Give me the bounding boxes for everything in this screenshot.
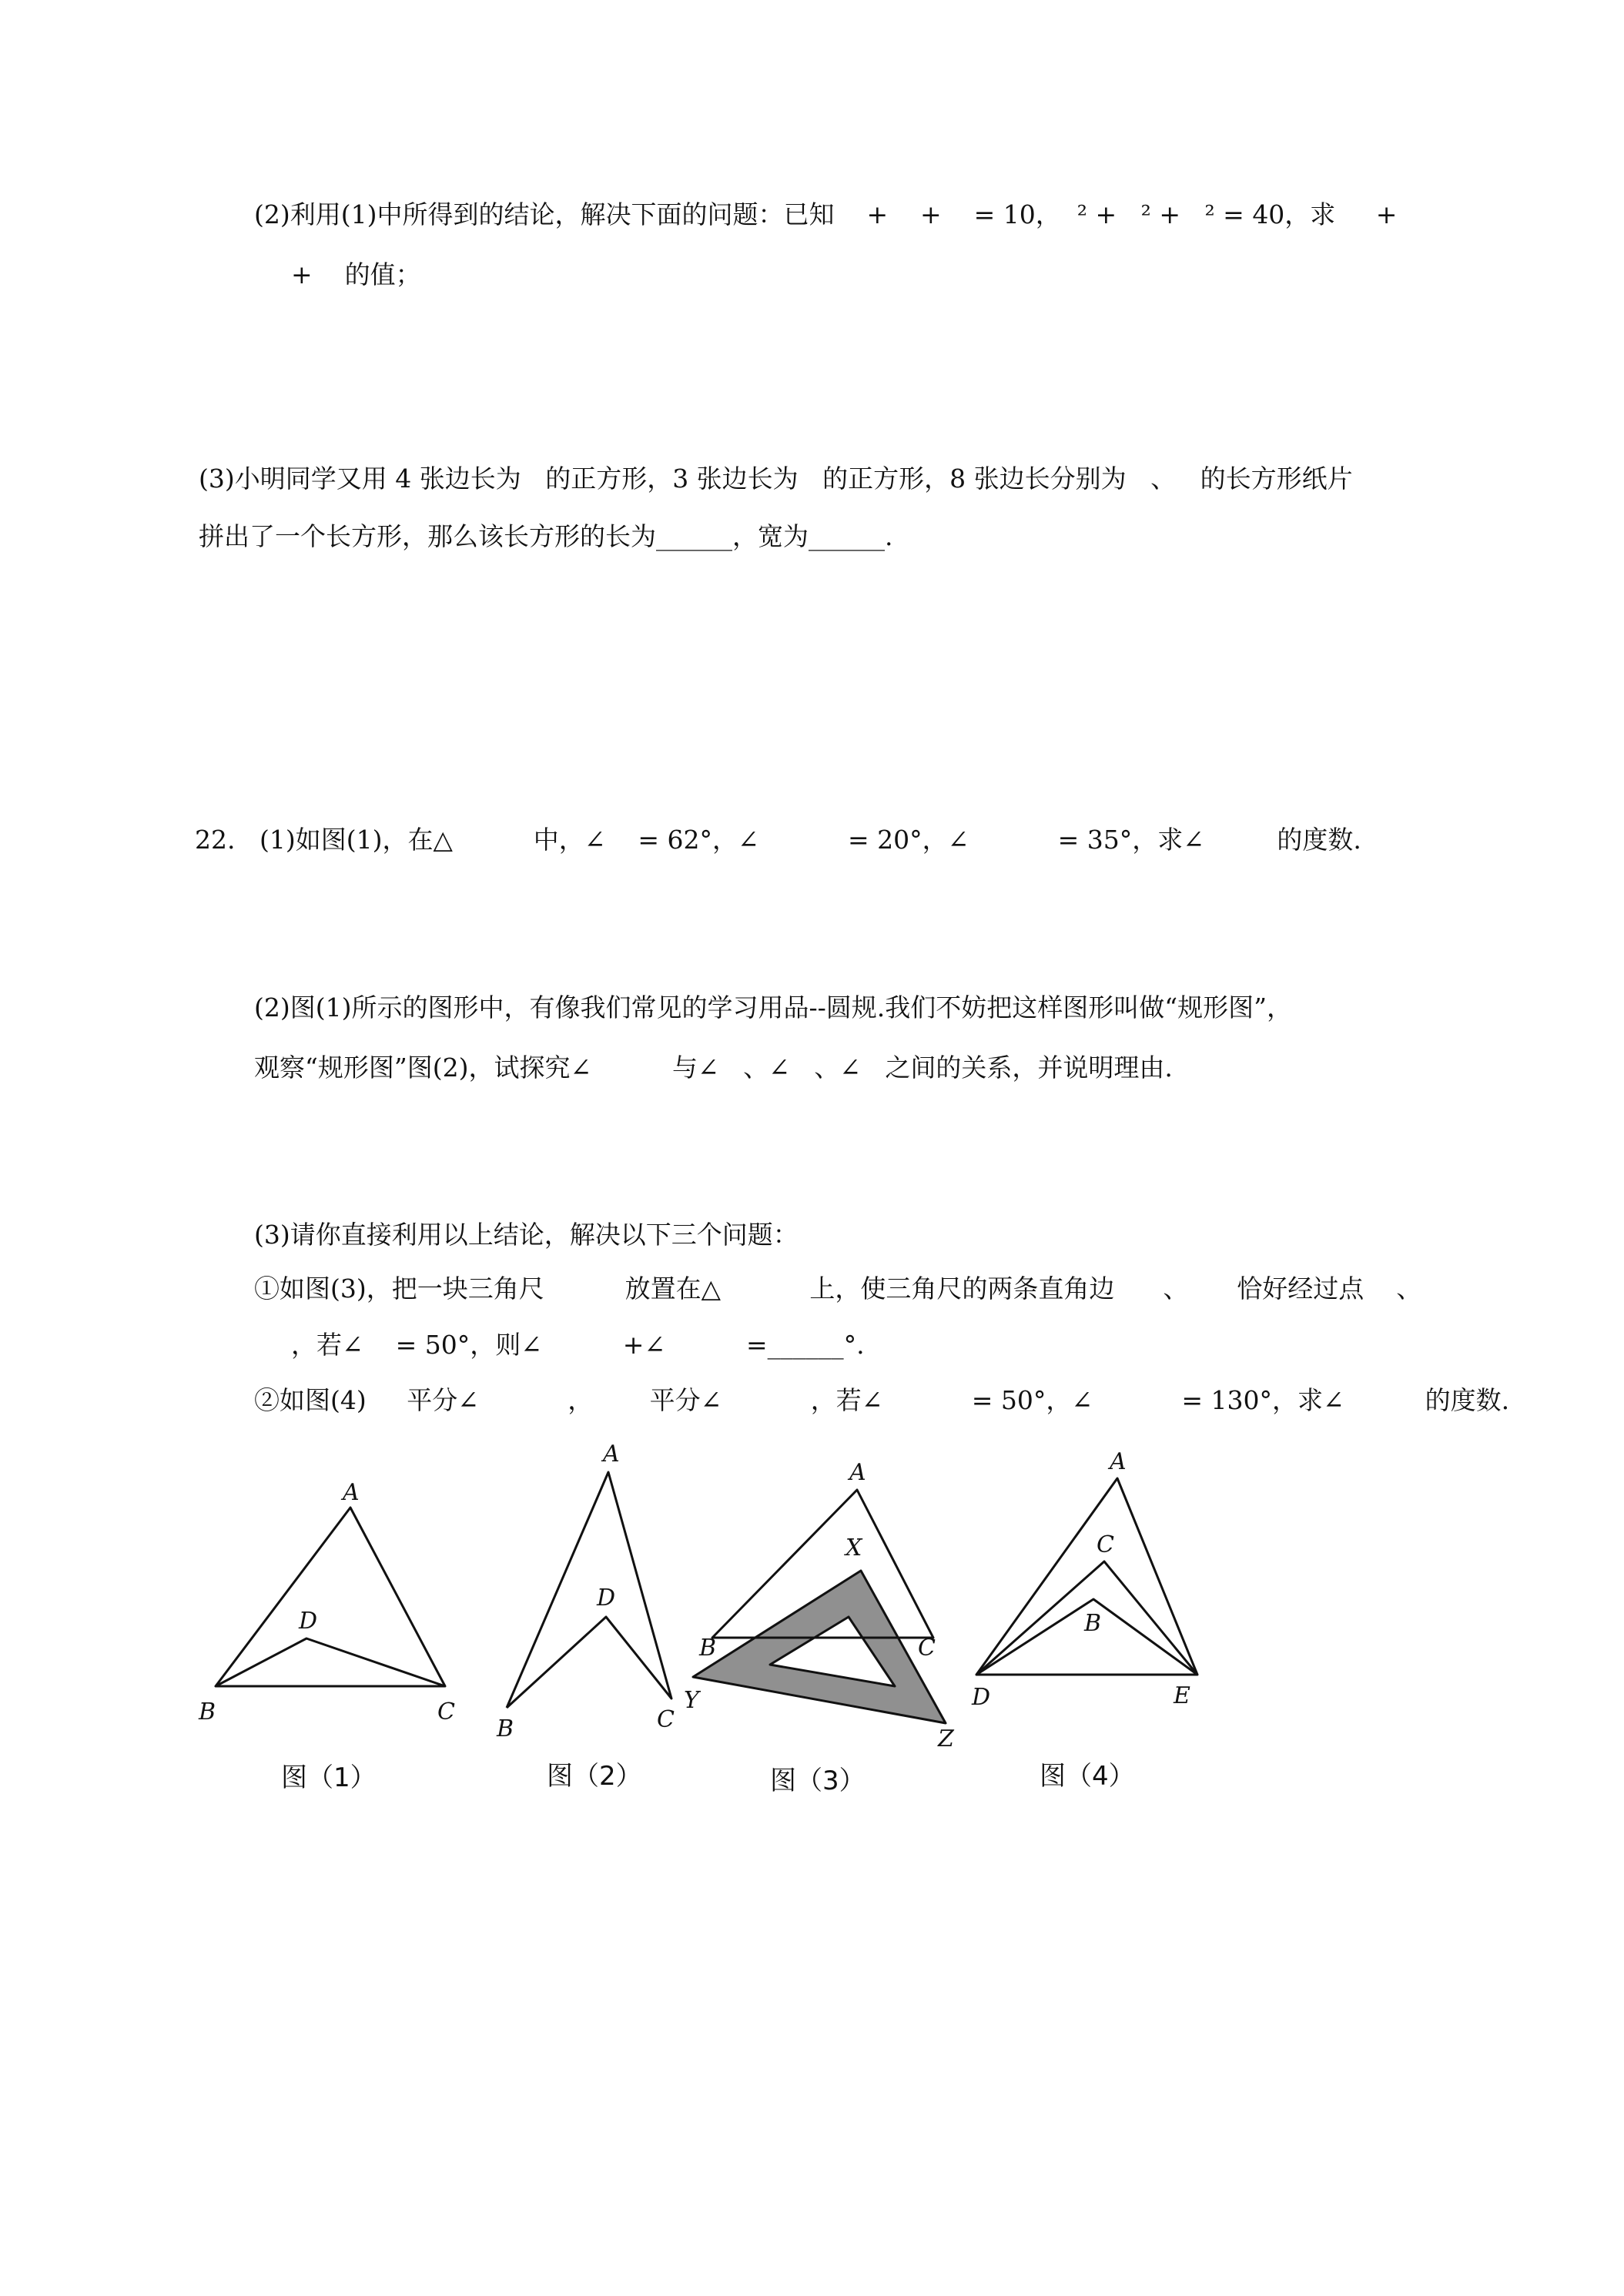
fig3-label-b: B <box>699 1635 717 1662</box>
fig4-label-d: D <box>972 1684 991 1711</box>
fig3-label-a: A <box>849 1459 866 1486</box>
fig3-label-z: Z <box>938 1725 954 1752</box>
fig1-label-c: C <box>437 1699 455 1725</box>
fig2-label-d: D <box>597 1585 616 1612</box>
q21-part3-line2: 拼出了一个长方形，那么该长方形的长为______，宽为______. <box>199 521 893 551</box>
fig4-label-a: A <box>1110 1448 1127 1475</box>
fig1-label-d: D <box>299 1608 318 1635</box>
q22-part1: 22. (1)如图(1)，在△ 中，∠ = 62°，∠ = 20°，∠ = 35°，求∠ 的度数. <box>195 825 1361 855</box>
fig4-caption: 图（4） <box>1040 1761 1135 1792</box>
q22-part2-line1: (2)图(1)所示的图形中，有像我们常见的学习用品--圆规.我们不妨把这样图形叫做“规形图”， <box>254 992 1293 1022</box>
fig4-label-c: C <box>1097 1531 1114 1558</box>
q22-part2-line2: 观察“规形图”图(2)，试探究∠ 与∠ 、∠ 、∠ 之间的关系，并说明理由. <box>254 1053 1173 1083</box>
figure-1-diagram <box>216 1508 445 1686</box>
figure-3-diagram <box>693 1490 946 1723</box>
fig1-label-a: A <box>343 1479 360 1506</box>
fig3-label-x: X <box>845 1535 862 1561</box>
q22-part3-question1-line1: ①如图(3)，把一块三角尺 放置在△ 上，使三角尺的两条直角边 、 恰好经过点 、 <box>254 1274 1422 1304</box>
q22-part3-question1-line2: ，若∠ = 50°，则∠ +∠ =______°. <box>291 1330 865 1360</box>
q22-part3-question2: ②如图(4) 平分∠ ， 平分∠ ，若∠ = 50°，∠ = 130°，求∠ 的度数. <box>254 1385 1510 1415</box>
fig3-label-y: Y <box>684 1687 699 1714</box>
q21-part2-line2: + 的值； <box>291 259 421 290</box>
fig4-label-b: B <box>1084 1610 1102 1637</box>
q21-part2-line1: (2)利用(1)中所得到的结论，解决下面的问题：已知 + + = 10， ² + ² + ² = 40，求 + <box>254 199 1398 229</box>
fig1-caption: 图（1） <box>281 1762 377 1793</box>
fig3-caption: 图（3） <box>770 1766 866 1796</box>
fig2-caption: 图（2） <box>547 1761 642 1792</box>
fig2-label-b: B <box>497 1715 514 1742</box>
fig2-label-c: C <box>657 1706 675 1733</box>
q22-part3-intro: (3)请你直接利用以上结论，解决以下三个问题： <box>254 1220 799 1250</box>
fig3-label-c: C <box>918 1635 936 1662</box>
q21-part3-line1: (3)小明同学又用 4 张边长为 的正方形，3 张边长为 的正方形，8 张边长分别为 、 的长方形纸片 <box>199 464 1353 494</box>
figure-2-diagram <box>507 1472 671 1708</box>
fig1-label-b: B <box>199 1699 216 1725</box>
fig2-label-a: A <box>603 1441 620 1468</box>
figure-4-diagram <box>976 1478 1197 1675</box>
fig4-label-e: E <box>1174 1682 1190 1709</box>
